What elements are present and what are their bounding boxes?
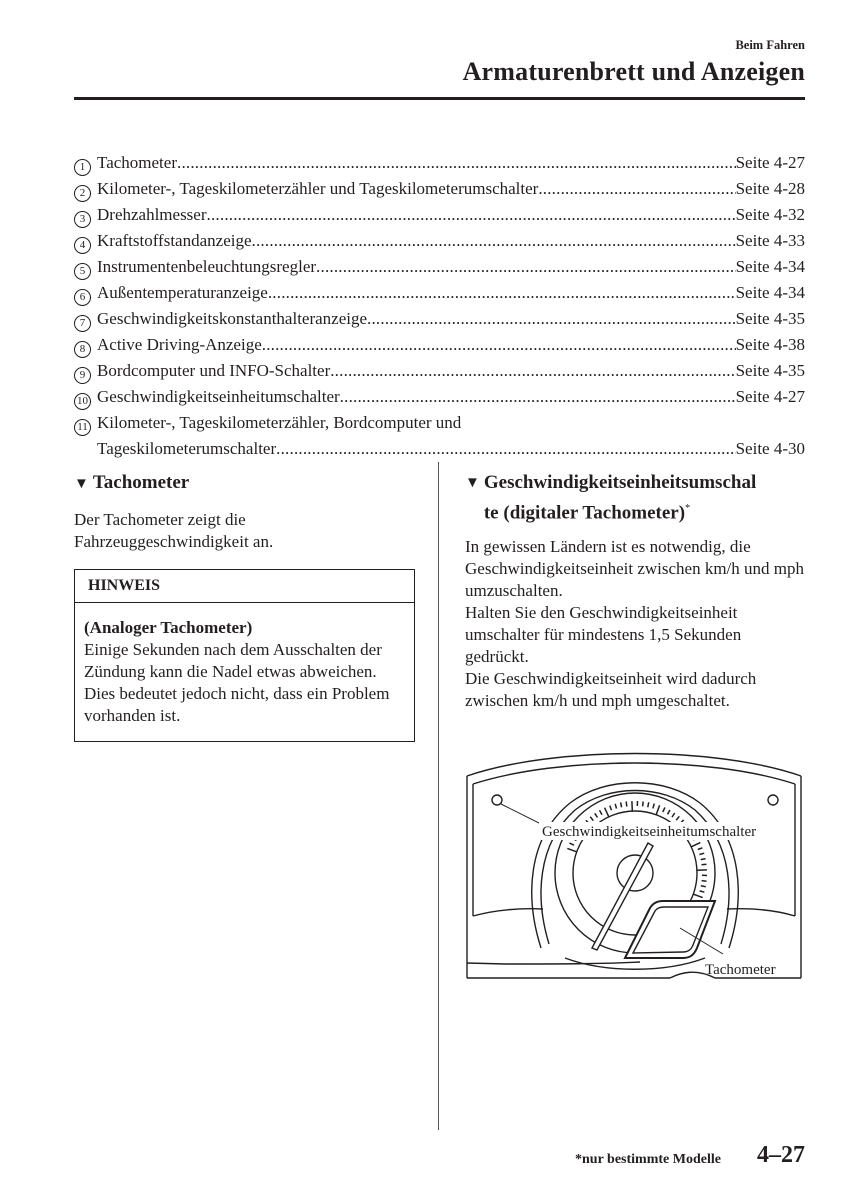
leader-dots <box>276 436 735 462</box>
gauge-tick <box>701 886 706 887</box>
toc-title: Geschwindigkeitskonstanthalteranzeige <box>97 309 368 328</box>
toc-page-ref[interactable]: Seite 4-38 <box>735 335 805 354</box>
heading-line-text: te (digitaler Tachometer) <box>483 502 686 524</box>
gauge-tick <box>600 810 603 814</box>
gauge-tick <box>700 891 705 892</box>
toc-row[interactable] <box>74 358 805 384</box>
gauge-tick <box>615 804 616 809</box>
toc-page-ref[interactable]: Seite 4-28 <box>735 179 805 198</box>
gauge-tick <box>699 853 704 854</box>
gauge-tick <box>643 802 644 807</box>
gauge-tick <box>691 843 700 847</box>
footnote-mark: * <box>685 503 691 514</box>
gauge-tick <box>626 802 627 807</box>
title-rule <box>74 97 805 100</box>
gauge-tick <box>595 813 598 817</box>
heading-line: Geschwindigkeitseinheitsumschal <box>483 472 757 493</box>
toc-page-ref[interactable]: Seite 4-35 <box>735 361 805 380</box>
footnote: *nur bestimmte Modelle <box>575 1152 721 1167</box>
leader-dots <box>367 306 736 332</box>
gauge-tick <box>668 810 670 814</box>
page-number: 4–27 <box>757 1142 805 1168</box>
toc-title-continued: Tageskilometerumschalter <box>97 439 277 458</box>
triangle-down-icon: ▼ <box>465 475 480 491</box>
section-heading <box>74 470 415 497</box>
leader-dots <box>316 254 736 280</box>
leader-dots <box>268 280 736 306</box>
toc-title: Instrumentenbeleuchtungsregler <box>97 257 317 276</box>
toc-row[interactable] <box>74 384 805 410</box>
toc-page-ref[interactable]: Seite 4-27 <box>735 387 805 406</box>
item-number-badge: 4 <box>74 237 91 254</box>
toc-page-ref[interactable]: Seite 4-35 <box>735 309 805 328</box>
gauge-tick <box>672 813 675 817</box>
leader-dots <box>207 202 736 228</box>
note-body <box>75 603 414 741</box>
gauge-tick <box>610 806 612 811</box>
toc-row[interactable] <box>74 150 805 176</box>
section-heading <box>465 470 805 526</box>
gauge-tick <box>648 802 649 807</box>
note-subheading: (Analoger Tachometer) <box>84 618 253 637</box>
triangle-down-icon: ▼ <box>74 476 89 492</box>
item-number-badge: 10 <box>74 393 91 410</box>
gauge-tick <box>570 843 575 845</box>
toc-row[interactable] <box>74 176 805 202</box>
item-number-badge: 2 <box>74 185 91 202</box>
toc-title: Bordcomputer und INFO-Schalter <box>97 361 331 380</box>
note-text: Einige Sekunden nach dem Ausschalten der Zündung kann die Nadel etwas abweichen. Dies bedeutet jedoch nicht, dass ein Problem vorhanden ist. <box>84 640 390 725</box>
leader-dots <box>262 332 736 358</box>
leader-dots <box>252 228 736 254</box>
paragraph-line: Halten Sie den Geschwindigkeitseinheit umschalter für mindestens 1,5 Sekunden gedrückt. <box>465 603 742 667</box>
item-number-badge: 6 <box>74 289 91 306</box>
column-divider <box>438 462 439 1130</box>
gauge-tick-marks <box>567 801 707 898</box>
note-box <box>74 569 415 742</box>
toc-page-ref[interactable]: Seite 4-33 <box>735 231 805 250</box>
label-unit-switch: Geschwindigkeitseinheitumschalter <box>542 824 757 840</box>
item-number-badge: 3 <box>74 211 91 228</box>
toc-page-ref[interactable]: Seite 4-34 <box>735 257 805 276</box>
gauge-tick <box>702 864 707 865</box>
leader-dots <box>340 384 736 410</box>
contents-list <box>74 150 805 462</box>
paragraph-line: In gewissen Ländern ist es notwendig, die Geschwindigkeitseinheit zwischen km/h und mph umzuschalten. <box>465 537 804 601</box>
note-label: HINWEIS <box>75 570 414 603</box>
gauge-tick <box>605 808 609 817</box>
item-number-badge: 5 <box>74 263 91 280</box>
heading-text: Tachometer <box>92 472 190 493</box>
toc-title: Kraftstoffstandanzeige <box>97 231 252 250</box>
paragraph-line: Die Geschwindigkeitseinheit wird dadurch zwischen km/h und mph umgeschaltet. <box>465 669 757 711</box>
toc-page-ref[interactable]: Seite 4-32 <box>735 205 805 224</box>
toc-page-ref[interactable]: Seite 4-34 <box>735 283 805 302</box>
toc-page-ref[interactable]: Seite 4-27 <box>735 153 805 172</box>
toc-title: Active Driving-Anzeige <box>97 335 262 354</box>
gauge-tick <box>698 848 703 850</box>
gauge-tick <box>693 894 702 897</box>
gauge-tick <box>676 816 679 820</box>
toc-row[interactable] <box>74 280 805 306</box>
label-speedometer: Tachometer <box>705 962 776 978</box>
gauge-tick <box>621 802 622 807</box>
gauge-tick <box>656 805 659 814</box>
gauge-tick <box>663 808 665 813</box>
gauge-tick <box>590 817 593 821</box>
toc-title: Kilometer-, Tageskilometerzähler und Tageskilometerumschalter <box>97 179 539 198</box>
gauge-tick <box>702 881 707 882</box>
toc-row[interactable] <box>74 228 805 254</box>
toc-row[interactable] <box>74 254 805 280</box>
toc-page-ref[interactable]: Seite 4-30 <box>735 439 805 458</box>
section-label: Beim Fahren <box>735 38 805 52</box>
item-number-badge: 7 <box>74 315 91 332</box>
body-paragraph <box>465 536 805 712</box>
gauge-tick <box>653 804 654 809</box>
heading-text <box>484 470 756 526</box>
gauge-tick <box>701 859 706 860</box>
left-column <box>74 470 415 742</box>
body-paragraph: Der Tachometer zeigt die Fahrzeuggeschwindigkeit an. <box>74 510 274 551</box>
item-number-badge: 9 <box>74 367 91 384</box>
item-number-badge: 8 <box>74 341 91 358</box>
right-column <box>465 470 805 712</box>
heading-line <box>484 496 756 526</box>
toc-title: Außentemperaturanzeige <box>97 283 268 302</box>
leader-dots <box>330 358 735 384</box>
toc-row[interactable] <box>74 306 805 332</box>
toc-title: Drehzahlmesser <box>97 205 207 224</box>
page-title: Armaturenbrett und Anzeigen <box>462 57 805 86</box>
instrument-cluster-illustration <box>465 748 805 990</box>
toc-title: Kilometer-, Tageskilometerzähler, Bordcomputer und <box>97 413 462 432</box>
toc-title: Tachometer <box>97 153 177 172</box>
toc-title: Geschwindigkeitseinheitumschalter <box>97 387 340 406</box>
toc-row[interactable] <box>74 202 805 228</box>
gauge-tick <box>567 848 576 851</box>
item-number-badge: 1 <box>74 159 91 176</box>
toc-row <box>74 410 805 436</box>
leader-dots <box>538 176 735 202</box>
leader-dots <box>177 150 736 176</box>
toc-row[interactable] <box>74 436 805 462</box>
toc-row[interactable] <box>74 332 805 358</box>
item-number-badge: 11 <box>74 419 91 436</box>
